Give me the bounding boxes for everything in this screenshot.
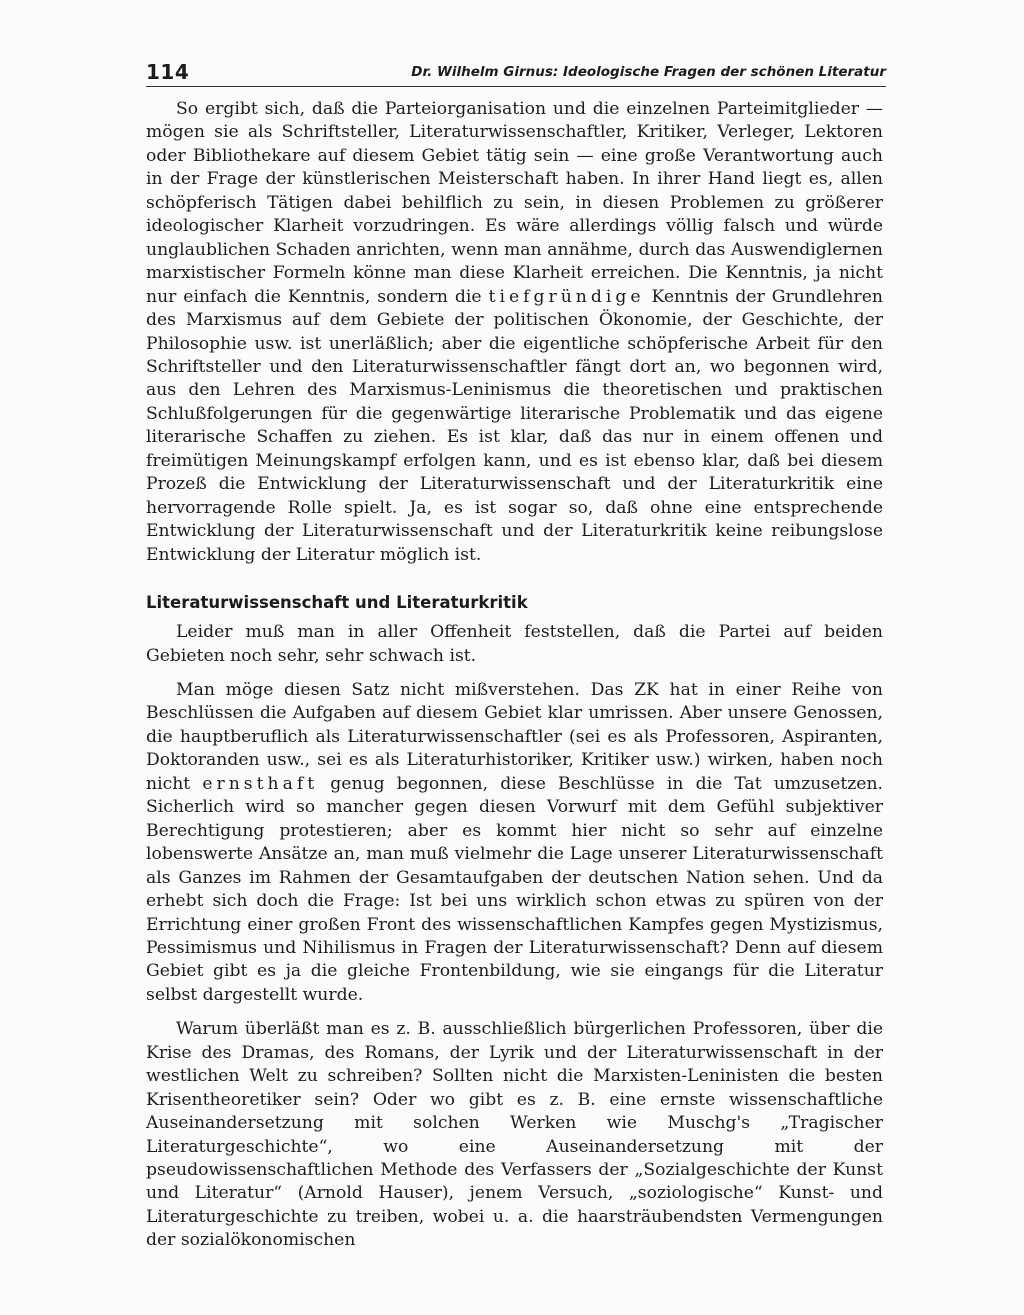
page-header	[146, 60, 886, 87]
section-heading: Literaturwissenschaft und Literaturkritik	[146, 593, 528, 613]
paragraph-3	[146, 679, 883, 1007]
emphasis-ernsthaft: ernsthaft	[202, 773, 319, 794]
emphasis-tiefgruendige: tiefgründige	[488, 286, 645, 307]
running-title: Dr. Wilhelm Girnus: Ideologische Fragen der schönen Literatur	[411, 64, 886, 80]
paragraph-1-text-b: Kenntnis der Grundlehren des Marxismus auf dem Gebiete der politischen Ökonomie, der Geschichte, der Philosophie usw. ist unerläßlich; aber die eigentliche schöpferische Arbeit für den Schriftsteller und den Literaturwissenschaftler fängt dort an, wo begonnen wird, aus den Lehren des Marxismus-Leninismus die theoretischen und praktischen Schlußfolgerungen für die gegenwärtige literarische Problematik und das eigene literarische Schaffen zu ziehen. Es ist klar, daß das nur in einem offenen und freimütigen Meinungskampf erfolgen kann, und es ist ebenso klar, daß bei diesem Prozeß die Entwicklung der Literaturwissenschaft und der Literaturkritik eine hervorragende Rolle spielt. Ja, es ist sogar so, daß ohne eine entsprechende Entwicklung der Literaturwissenschaft und der Literaturkritik keine reibungslose Entwicklung der Literatur möglich ist.	[146, 286, 884, 565]
paragraph-4: Warum überläßt man es z. B. ausschließlich bürgerlichen Professoren, über die Krise des Dramas, des Romans, der Lyrik und der Literaturwissenschaft in der westlichen Welt zu schreiben? Sollten nicht die Marxisten-Leninisten die besten Krisentheoretiker sein? Oder wo gibt es z. B. eine ernste wissenschaftliche Auseinandersetzung mit solchen Werken wie Muschg's „Tragischer Literaturgeschichte“, wo eine Auseinandersetzung mit der pseudowissenschaftlichen Methode des Verfassers der „Sozialgeschichte der Kunst und Literatur“ (Arnold Hauser), jenem Versuch, „soziologische“ Kunst- und Literaturgeschichte zu treiben, wobei u. a. die haarsträubendsten Vermengungen der sozialökonomischen	[146, 1019, 883, 1251]
paragraph-3-text-b: genug begonnen, diese Beschlüsse in die Tat umzusetzen. Sicherlich wird so mancher gegen diesen Vorwurf mit dem Gefühl subjektiver Berechtigung protestieren; aber es kommt hier nicht so sehr auf einzelne lobenswerte Ansätze an, man muß vielmehr die Lage unserer Literaturwissenschaft als Ganzes im Rahmen der Gesamtaufgaben der deutschen Nation sehen. Und da erhebt sich doch die Frage: Ist bei uns wirklich schon etwas zu spüren von der Errichtung einer großen Front des wissenschaftlichen Kampfes gegen Mystizismus, Pessimismus und Nihilismus in Fragen der Literaturwissenschaft? Denn auf diesem Gebiet gibt es ja die gleiche Frontenbildung, wie sie eingangs für die Literatur selbst dargestellt wurde.	[146, 773, 883, 1005]
paragraph-3-text-a: Man möge diesen Satz nicht mißverstehen. Das ZK hat in einer Reihe von Beschlüssen die Aufgaben auf diesem Gebiet klar umrissen. Aber unsere Genossen, die hauptberuflich als Literaturwissenschaftler (sei es als Professoren, Aspiranten, Doktoranden usw., sei es als Literaturhistoriker, Kritiker usw.) wirken, haben noch nicht	[146, 679, 883, 794]
page-number: 114	[146, 60, 190, 84]
paragraph-1	[146, 98, 883, 567]
body-text	[146, 98, 883, 1253]
paragraph-1-text-a: So ergibt sich, daß die Parteiorganisation und die einzelnen Parteimitglieder — mögen sie als Schriftsteller, Literaturwissenschaftler, Kritiker, Verleger, Lektoren oder Bibliothekare auf diesem Gebiet tätig sein — eine große Verantwortung auch in der Frage der künstlerischen Meisterschaft haben. In ihrer Hand liegt es, allen schöpferisch Tätigen dabei behilflich zu sein, in diesen Problemen zu größerer ideologischer Klarheit vorzudringen. Es wäre allerdings völlig falsch und würde unglaublichen Schaden anrichten, wenn man annähme, durch das Auswendiglernen marxistischer Formeln könne man diese Klarheit erreichen. Die Kenntnis, ja nicht nur einfach die Kenntnis, sondern die	[146, 99, 883, 307]
paragraph-2: Leider muß man in aller Offenheit feststellen, daß die Partei auf beiden Gebieten noch sehr, sehr schwach ist.	[146, 622, 883, 666]
